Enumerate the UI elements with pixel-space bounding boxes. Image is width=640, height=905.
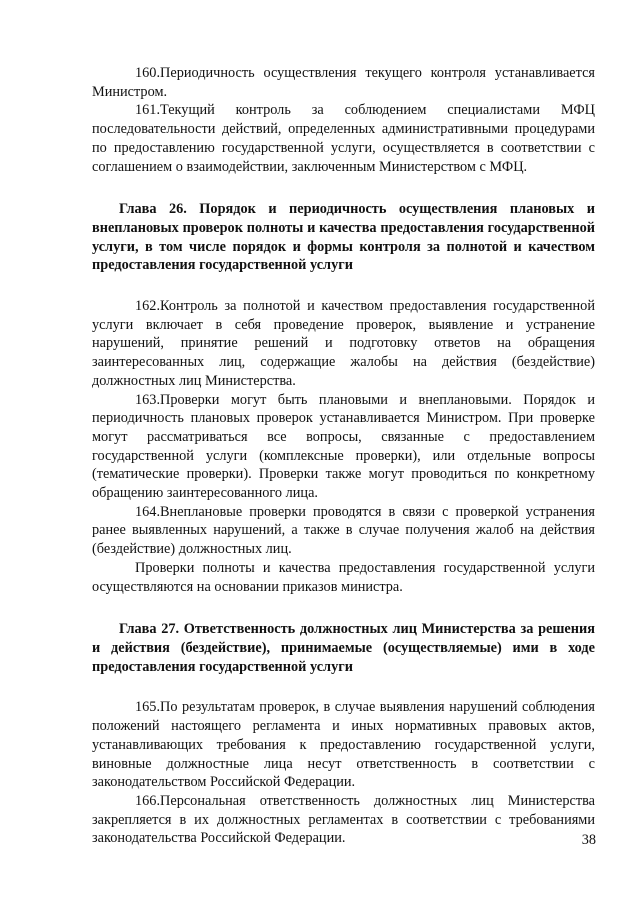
paragraph-160: 160.Периодичность осуществления текущего контроля устанавливается Министром.: [92, 65, 595, 100]
paragraph-166: 166.Персональная ответственность должностных лиц Министерства закрепляется в их должностных регламентах в соответствии с требованиями законодательства Российской Федерации.: [92, 792, 595, 847]
chapter-26-heading: Глава 26. Порядок и периодичность осуществления плановых и внеплановых проверок полноты и качества предоставления государственной услуги, в том числе порядок и формы контроля за полнотой и качеством предоставления государственной услуги: [92, 201, 595, 274]
chapter-27-heading: Глава 27. Ответственность должностных лиц Министерства за решения и действия (бездействие), принимаемые (осуществляемые) ими в ходе предоставления государственной услуги: [92, 621, 595, 675]
paragraph-orders: Проверки полноты и качества предоставления государственной услуги осуществляются на основании приказов министра.: [92, 559, 595, 595]
document-page: [92, 64, 595, 848]
page-number: 38: [581, 832, 596, 848]
paragraph-165: 165.По результатам проверок, в случае выявления нарушений соблюдения положений настоящего регламента и иных нормативных правовых актов, устанавливающих требования к предоставлению государственной услуги, виновные должностные лица несут ответственность в соответствии с законодательством Российской Федерации.: [92, 699, 595, 791]
paragraph-162: 162.Контроль за полнотой и качеством предоставления государственной услуги включает в себя проведение проверок, выявление и устранение нарушений, принятие решений и подготовку ответов на обращения заинтересованных лиц, содержащие жалобы на действия (бездействие) должностных лиц Министерства.: [92, 298, 595, 389]
paragraph-163: 163.Проверки могут быть плановыми и внеплановыми. Порядок и периодичность плановых проверок устанавливается Министром. При проверке могут рассматриваться все вопросы, связанные с предоставлением государственной услуги (комплексные проверки), или отдельные вопросы (тематические проверки). Проверки также могут проводиться по конкретному обращению заинтересованного лица.: [92, 391, 595, 502]
paragraph-161: 161.Текущий контроль за соблюдением специалистами МФЦ последовательности действий, определенных административными процедурами по предоставлению государственной услуги, осуществляется в соответствии с соглашением о взаимодействии, заключенным Министерством с МФЦ.: [92, 102, 595, 175]
paragraph-164: 164.Внеплановые проверки проводятся в связи с проверкой устранения ранее выявленных нарушений, а также в случае получения жалоб на действия (бездействие) должностных лиц.: [92, 503, 595, 558]
